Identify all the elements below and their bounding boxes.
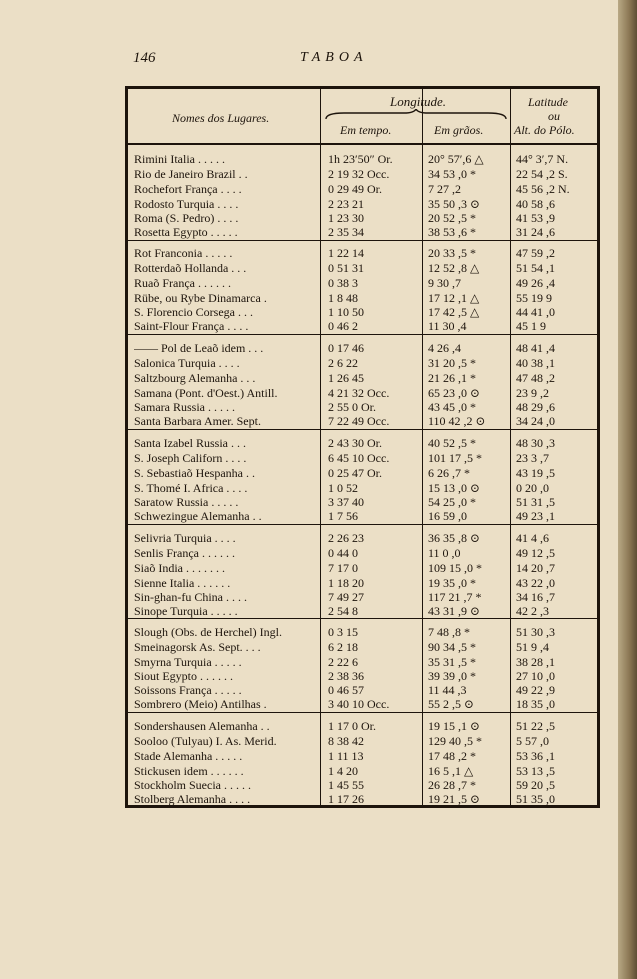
table-row [128,356,597,371]
table-row [128,167,597,182]
group-rule [128,712,597,713]
degree-longitude: 15 13 ,0 ⊙ [428,481,481,495]
latitude: 38 28 ,1 [516,655,555,669]
place-name: Smeinagorsk As. Sept. . . . [134,640,261,654]
place-name: Samana (Pont. d'Oest.) Antill. [134,386,278,400]
time-longitude: 0 29 49 Or. [328,182,382,196]
table-row [128,436,597,451]
table-row [128,778,597,793]
degree-longitude: 12 52 ,8 △ [428,261,480,275]
place-name: Saltzbourg Alemanha . . . [134,371,256,385]
time-longitude: 2 43 30 Or. [328,436,382,450]
latitude: 45 1 9 [516,319,546,333]
latitude: 42 2 ,3 [516,604,549,618]
header-em-tempo: Em tempo. [340,123,392,137]
time-longitude: 0 17 46 [328,341,364,355]
latitude: 49 12 ,5 [516,546,555,560]
place-name: Santa Izabel Russia . . . [134,436,246,450]
group-rule [128,334,597,335]
time-longitude: 1 17 0 Or. [328,719,376,733]
table-row [128,481,597,496]
degree-longitude: 20° 57′,6 △ [428,152,484,166]
degree-longitude: 4 26 ,4 [428,341,461,355]
place-name: Salonica Turquia . . . . [134,356,240,370]
table-row [128,276,597,291]
latitude: 47 59 ,2 [516,246,555,260]
table-row [128,386,597,401]
place-name: S. Joseph Californ . . . . [134,451,247,465]
table-row [128,319,597,334]
place-name: Roma (S. Pedro) . . . . [134,211,239,225]
table-row [128,734,597,749]
place-name: Senlis França . . . . . . [134,546,235,560]
degree-longitude: 21 26 ,1 * [428,371,476,385]
latitude: 44 41 ,0 [516,305,555,319]
place-name: Siout Egypto . . . . . . [134,669,234,683]
table-row [128,604,597,619]
place-name: Rot Franconia . . . . . [134,246,233,260]
time-longitude: 2 22 6 [328,655,358,669]
latitude: 40 58 ,6 [516,197,555,211]
degree-longitude: 38 53 ,6 * [428,225,476,239]
latitude: 53 13 ,5 [516,764,555,778]
latitude: 34 24 ,0 [516,414,555,428]
degree-longitude: 129 40 ,5 * [428,734,482,748]
place-name: Rodosto Turquia . . . . [134,197,239,211]
table-row [128,546,597,561]
degree-longitude: 39 39 ,0 * [428,669,476,683]
latitude: 43 22 ,0 [516,576,555,590]
latitude: 51 30 ,3 [516,625,555,639]
time-longitude: 0 51 31 [328,261,364,275]
table-row [128,531,597,546]
time-longitude: 7 49 27 [328,590,364,604]
place-name: Slough (Obs. de Herchel) Ingl. [134,625,282,639]
table-row [128,792,597,807]
place-name: Rosetta Egypto . . . . . [134,225,238,239]
degree-longitude: 9 30 ,7 [428,276,461,290]
latitude: 34 16 ,7 [516,590,555,604]
time-longitude: 7 22 49 Occ. [328,414,390,428]
table-row [128,182,597,197]
time-longitude: 2 19 32 Occ. [328,167,390,181]
degree-longitude: 34 53 ,0 * [428,167,476,181]
group-rule [128,524,597,525]
latitude: 5 57 ,0 [516,734,549,748]
latitude: 51 31 ,5 [516,495,555,509]
table-row [128,371,597,386]
degree-longitude: 11 44 ,3 [428,683,467,697]
degree-longitude: 17 48 ,2 * [428,749,476,763]
latitude: 23 3 ,7 [516,451,549,465]
table-row [128,625,597,640]
time-longitude: 0 3 15 [328,625,358,639]
place-name: Saint-Flour França . . . . [134,319,249,333]
time-longitude: 8 38 42 [328,734,364,748]
degree-longitude: 11 30 ,4 [428,319,467,333]
degree-longitude: 7 27 ,2 [428,182,461,196]
table-row [128,466,597,481]
latitude: 47 48 ,2 [516,371,555,385]
header-alt-polo: Alt. do Pólo. [514,123,575,137]
place-name: Stickusen idem . . . . . . [134,764,244,778]
table-row [128,669,597,684]
table-row [128,697,597,712]
place-name: Rimini Italia . . . . . [134,152,225,166]
place-name: Rio de Janeiro Brazil . . [134,167,248,181]
page-edge [618,0,637,979]
latitude: 18 35 ,0 [516,697,555,711]
latitude: 59 20 ,5 [516,778,555,792]
table-row [128,291,597,306]
table-row [128,211,597,226]
header-rule [128,143,597,145]
degree-longitude: 54 25 ,0 * [428,495,476,509]
degree-longitude: 19 35 ,0 * [428,576,476,590]
table-row [128,197,597,212]
latitude: 43 19 ,5 [516,466,555,480]
time-longitude: 4 21 32 Occ. [328,386,390,400]
brace-icon [324,109,509,121]
table-row [128,451,597,466]
degree-longitude: 43 45 ,0 * [428,400,476,414]
time-longitude: 0 38 3 [328,276,358,290]
place-name: Stade Alemanha . . . . . [134,749,243,763]
latitude: 41 53 ,9 [516,211,555,225]
latitude: 53 36 ,1 [516,749,555,763]
table-row [128,576,597,591]
degree-longitude: 109 15 ,0 * [428,561,482,575]
latitude: 51 35 ,0 [516,792,555,806]
group-rule [128,240,597,241]
table-row [128,261,597,276]
time-longitude: 1 8 48 [328,291,358,305]
table-row [128,655,597,670]
header-longitude: Longitude. [390,94,446,109]
time-longitude: 2 6 22 [328,356,358,370]
degree-longitude: 110 42 ,2 ⊙ [428,414,486,428]
place-name: Siaõ India . . . . . . . [134,561,225,575]
table-row [128,341,597,356]
table-row [128,495,597,510]
time-longitude: 0 25 47 Or. [328,466,382,480]
longitude-table [125,86,600,808]
time-longitude: 1 4 20 [328,764,358,778]
table-row [128,561,597,576]
latitude: 31 24 ,6 [516,225,555,239]
degree-longitude: 43 31 ,9 ⊙ [428,604,481,618]
place-name: Sombrero (Meio) Antilhas . [134,697,267,711]
table-row [128,640,597,655]
degree-longitude: 36 35 ,8 ⊙ [428,531,481,545]
latitude: 49 22 ,9 [516,683,555,697]
place-name: Rochefort França . . . . [134,182,242,196]
table-row [128,683,597,698]
place-name: Stolberg Alemanha . . . . [134,792,251,806]
latitude: 51 9 ,4 [516,640,549,654]
time-longitude: 2 38 36 [328,669,364,683]
degree-longitude: 35 50 ,3 ⊙ [428,197,481,211]
group-rule [128,429,597,430]
time-longitude: 1 45 55 [328,778,364,792]
place-name: Santa Barbara Amer. Sept. [134,414,261,428]
time-longitude: 1 23 30 [328,211,364,225]
header-ou: ou [548,109,560,123]
degree-longitude: 117 21 ,7 * [428,590,482,604]
time-longitude: 2 26 23 [328,531,364,545]
table-row [128,246,597,261]
degree-longitude: 19 15 ,1 ⊙ [428,719,481,733]
latitude: 48 41 ,4 [516,341,555,355]
table-row [128,400,597,415]
time-longitude: 1h 23′50″ Or. [328,152,393,166]
table-row [128,225,597,240]
latitude: 55 19 9 [516,291,552,305]
degree-longitude: 11 0 ,0 [428,546,461,560]
table-row [128,590,597,605]
running-title: TABOA [300,50,368,65]
time-longitude: 0 46 57 [328,683,364,697]
time-longitude: 2 35 34 [328,225,364,239]
time-longitude: 1 18 20 [328,576,364,590]
place-name: Saratow Russia . . . . . [134,495,239,509]
time-longitude: 6 45 10 Occ. [328,451,390,465]
latitude: 0 20 ,0 [516,481,549,495]
time-longitude: 2 55 0 Or. [328,400,376,414]
latitude: 14 20 ,7 [516,561,555,575]
place-name: Selivria Turquia . . . . [134,531,236,545]
place-name: Rotterdaõ Hollanda . . . [134,261,247,275]
degree-longitude: 16 5 ,1 △ [428,764,474,778]
latitude: 48 29 ,6 [516,400,555,414]
degree-longitude: 55 2 ,5 ⊙ [428,697,475,711]
place-name: Rübe, ou Rybe Dinamarca . [134,291,267,305]
degree-longitude: 7 48 ,8 * [428,625,470,639]
latitude: 45 56 ,2 N. [516,182,570,196]
time-longitude: 1 11 13 [328,749,364,763]
latitude: 27 10 ,0 [516,669,555,683]
degree-longitude: 6 26 ,7 * [428,466,470,480]
latitude: 51 22 ,5 [516,719,555,733]
place-name: Samara Russia . . . . . [134,400,235,414]
degree-longitude: 40 52 ,5 * [428,436,476,450]
degree-longitude: 20 33 ,5 * [428,246,476,260]
time-longitude: 3 40 10 Occ. [328,697,390,711]
place-name: S. Sebastiaõ Hespanha . . [134,466,255,480]
latitude: 51 54 ,1 [516,261,555,275]
place-name: S. Florencio Corsega . . . [134,305,253,319]
table-row [128,509,597,524]
time-longitude: 2 54 8 [328,604,358,618]
latitude: 23 9 ,2 [516,386,549,400]
latitude: 41 4 ,6 [516,531,549,545]
place-name: Ruaõ França . . . . . . [134,276,231,290]
time-longitude: 7 17 0 [328,561,358,575]
place-name: S. Thomé I. Africa . . . . [134,481,248,495]
table-row [128,152,597,167]
place-name: —— Pol de Leaõ idem . . . [134,341,264,355]
time-longitude: 6 2 18 [328,640,358,654]
table-row [128,414,597,429]
latitude: 49 23 ,1 [516,509,555,523]
header-names: Nomes dos Lugares. [172,111,270,125]
table-row [128,749,597,764]
degree-longitude: 17 42 ,5 △ [428,305,480,319]
place-name: Schwezingue Alemanha . . [134,509,262,523]
time-longitude: 1 17 26 [328,792,364,806]
place-name: Smyrna Turquia . . . . . [134,655,242,669]
latitude: 49 26 ,4 [516,276,555,290]
degree-longitude: 90 34 ,5 * [428,640,476,654]
header-em-graos: Em grãos. [434,123,484,137]
time-longitude: 3 37 40 [328,495,364,509]
table-row [128,764,597,779]
latitude: 44° 3′,7 N. [516,152,569,166]
place-name: Sin-ghan-fu China . . . . [134,590,247,604]
degree-longitude: 101 17 ,5 * [428,451,482,465]
place-name: Sienne Italia . . . . . . [134,576,231,590]
degree-longitude: 65 23 ,0 ⊙ [428,386,481,400]
time-longitude: 2 23 21 [328,197,364,211]
place-name: Soissons França . . . . . [134,683,242,697]
latitude: 48 30 ,3 [516,436,555,450]
time-longitude: 0 44 0 [328,546,358,560]
degree-longitude: 31 20 ,5 * [428,356,476,370]
degree-longitude: 16 59 ,0 [428,509,467,523]
time-longitude: 1 7 56 [328,509,358,523]
time-longitude: 1 22 14 [328,246,364,260]
time-longitude: 1 26 45 [328,371,364,385]
table-row [128,305,597,320]
page-number: 146 [133,50,156,66]
latitude: 40 38 ,1 [516,356,555,370]
degree-longitude: 35 31 ,5 * [428,655,476,669]
place-name: Stockholm Suecia . . . . . [134,778,251,792]
degree-longitude: 19 21 ,5 ⊙ [428,792,481,806]
time-longitude: 1 10 50 [328,305,364,319]
degree-longitude: 20 52 ,5 * [428,211,476,225]
degree-longitude: 17 12 ,1 △ [428,291,480,305]
time-longitude: 0 46 2 [328,319,358,333]
latitude: 22 54 ,2 S. [516,167,568,181]
header-latitude: Latitude [528,95,569,109]
place-name: Sondershausen Alemanha . . [134,719,270,733]
place-name: Sinope Turquia . . . . . [134,604,238,618]
time-longitude: 1 0 52 [328,481,358,495]
degree-longitude: 26 28 ,7 * [428,778,476,792]
table-row [128,719,597,734]
place-name: Sooloo (Tulyau) I. As. Merid. [134,734,277,748]
